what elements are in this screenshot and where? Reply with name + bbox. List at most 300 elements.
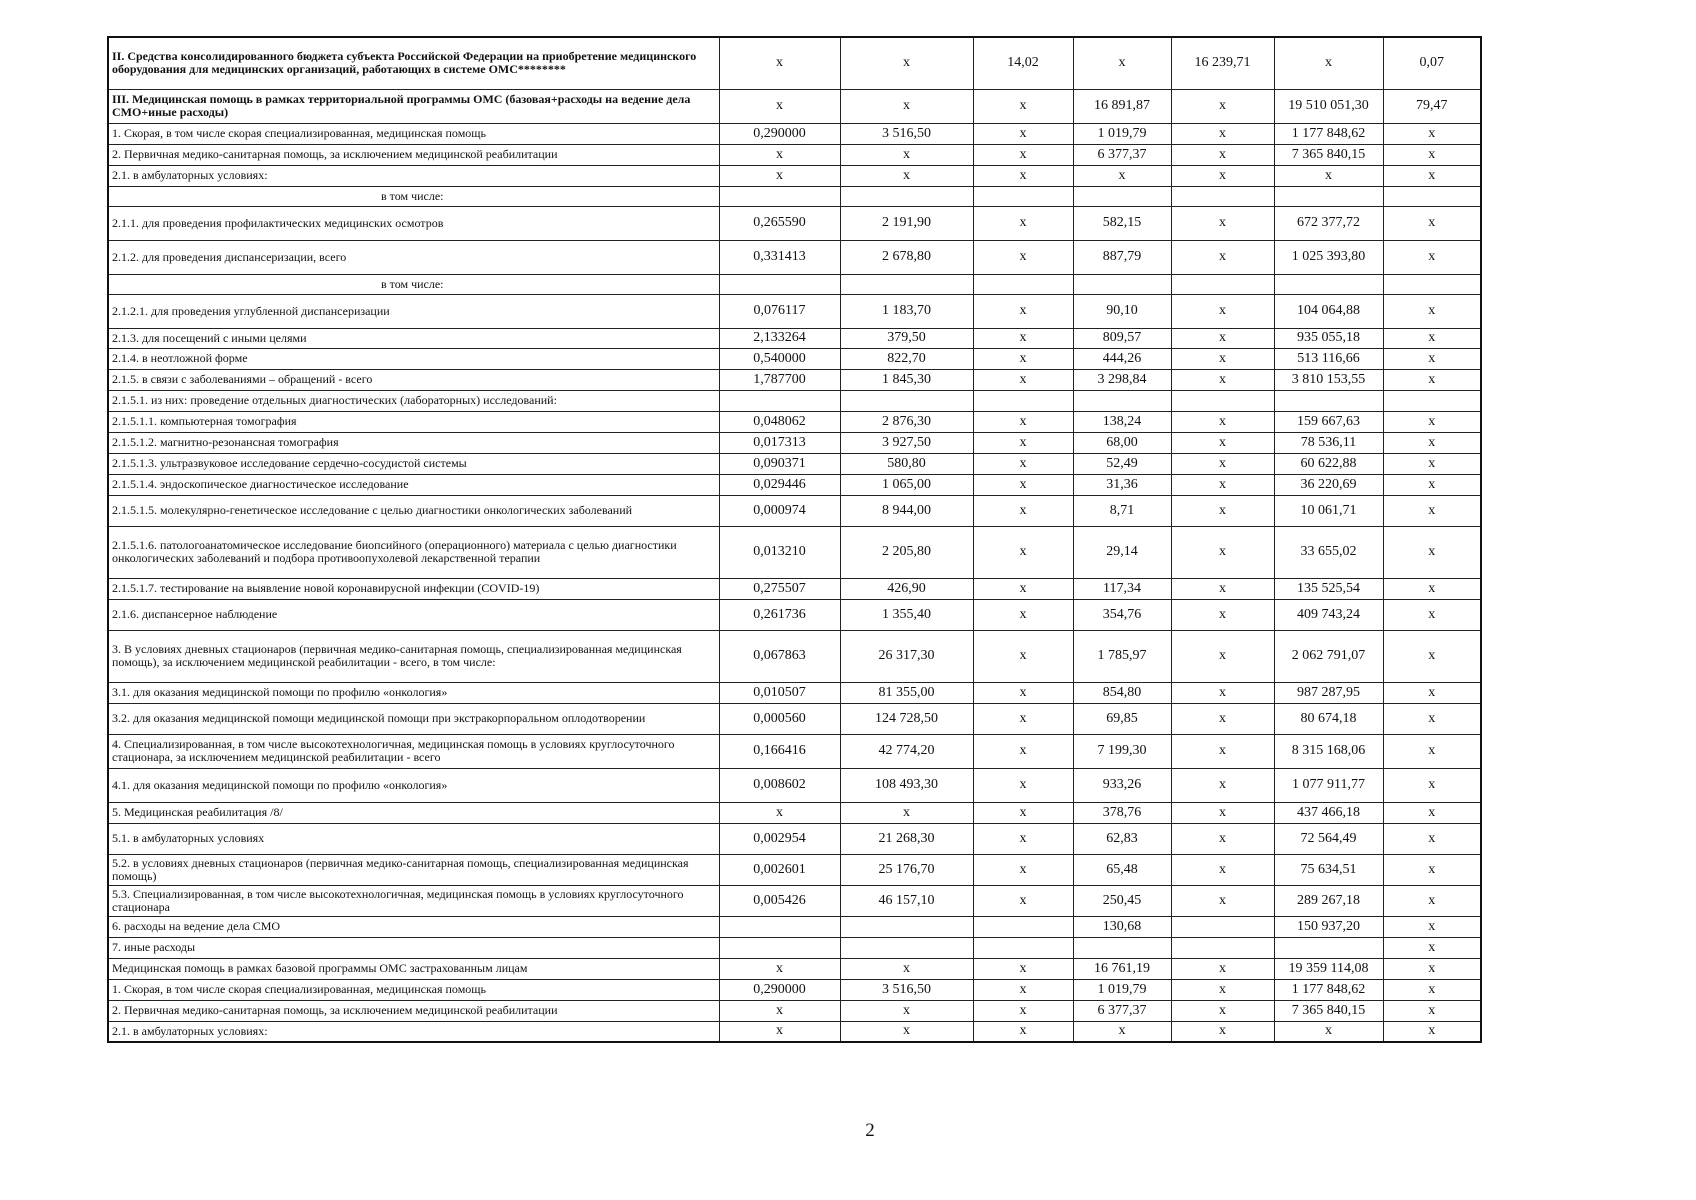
cell-col-1 bbox=[719, 274, 840, 294]
cell-col-1: 0,265590 bbox=[719, 206, 840, 240]
cell-col-4 bbox=[1073, 186, 1171, 206]
row-label: 2.1.4. в неотложной форме bbox=[108, 348, 719, 369]
cell-col-7: x bbox=[1383, 411, 1481, 432]
cell-col-5: x bbox=[1171, 1021, 1274, 1042]
table-row bbox=[108, 328, 1481, 348]
cell-col-1: 0,090371 bbox=[719, 453, 840, 474]
cell-col-4: 68,00 bbox=[1073, 432, 1171, 453]
cell-col-3 bbox=[973, 186, 1073, 206]
cell-col-5: x bbox=[1171, 885, 1274, 916]
cell-col-3: x bbox=[973, 578, 1073, 599]
cell-col-5: x bbox=[1171, 734, 1274, 768]
cell-col-7: x bbox=[1383, 916, 1481, 937]
cell-col-3 bbox=[973, 274, 1073, 294]
table-row bbox=[108, 474, 1481, 495]
cell-col-4: x bbox=[1073, 37, 1171, 89]
cell-col-3: x bbox=[973, 682, 1073, 703]
cell-col-1 bbox=[719, 390, 840, 411]
cell-col-1: 1,787700 bbox=[719, 369, 840, 390]
row-label: в том числе: bbox=[108, 186, 719, 206]
cell-col-2: 1 845,30 bbox=[840, 369, 973, 390]
cell-col-3: x bbox=[973, 432, 1073, 453]
row-label: 5. Медицинская реабилитация /8/ bbox=[108, 802, 719, 823]
cell-col-1: 0,000974 bbox=[719, 495, 840, 526]
cell-col-5: x bbox=[1171, 599, 1274, 630]
cell-col-2: x bbox=[840, 1021, 973, 1042]
table-row bbox=[108, 390, 1481, 411]
cell-col-1: 0,005426 bbox=[719, 885, 840, 916]
row-label: 1. Скорая, в том числе скорая специализированная, медицинская помощь bbox=[108, 123, 719, 144]
cell-col-3: x bbox=[973, 630, 1073, 682]
row-label: 2.1.5.1.2. магнитно-резонансная томография bbox=[108, 432, 719, 453]
cell-col-3: x bbox=[973, 854, 1073, 885]
cell-col-4: 7 199,30 bbox=[1073, 734, 1171, 768]
cell-col-6: 72 564,49 bbox=[1274, 823, 1383, 854]
row-label: 4.1. для оказания медицинской помощи по профилю «онкология» bbox=[108, 768, 719, 802]
row-label: 6. расходы на ведение дела СМО bbox=[108, 916, 719, 937]
cell-col-1: 0,290000 bbox=[719, 123, 840, 144]
row-label: 2.1.5.1.3. ультразвуковое исследование сердечно-сосудистой системы bbox=[108, 453, 719, 474]
data-table bbox=[107, 36, 1482, 1043]
cell-col-2: x bbox=[840, 958, 973, 979]
table-row bbox=[108, 453, 1481, 474]
cell-col-1: 0,331413 bbox=[719, 240, 840, 274]
cell-col-7: x bbox=[1383, 240, 1481, 274]
row-label: 2.1.5. в связи с заболеваниями – обращений - всего bbox=[108, 369, 719, 390]
table-row bbox=[108, 630, 1481, 682]
cell-col-7: x bbox=[1383, 328, 1481, 348]
cell-col-7: 0,07 bbox=[1383, 37, 1481, 89]
cell-col-5 bbox=[1171, 390, 1274, 411]
cell-col-6: 672 377,72 bbox=[1274, 206, 1383, 240]
cell-col-5: x bbox=[1171, 630, 1274, 682]
cell-col-5: x bbox=[1171, 703, 1274, 734]
table-row bbox=[108, 348, 1481, 369]
cell-col-4: 90,10 bbox=[1073, 294, 1171, 328]
cell-col-5: x bbox=[1171, 802, 1274, 823]
cell-col-6: 2 062 791,07 bbox=[1274, 630, 1383, 682]
cell-col-5: x bbox=[1171, 294, 1274, 328]
cell-col-4: 6 377,37 bbox=[1073, 1000, 1171, 1021]
row-label: II. Средства консолидированного бюджета субъекта Российской Федерации на приобретение медицинского оборудования для медицинских организаций, работающих в системе ОМС******** bbox=[108, 37, 719, 89]
cell-col-6: 513 116,66 bbox=[1274, 348, 1383, 369]
cell-col-5: x bbox=[1171, 823, 1274, 854]
cell-col-4: 250,45 bbox=[1073, 885, 1171, 916]
cell-col-4: 1 019,79 bbox=[1073, 123, 1171, 144]
table-row bbox=[108, 854, 1481, 885]
cell-col-4: 354,76 bbox=[1073, 599, 1171, 630]
cell-col-1: 0,008602 bbox=[719, 768, 840, 802]
cell-col-2: x bbox=[840, 89, 973, 123]
table-row bbox=[108, 495, 1481, 526]
cell-col-3: x bbox=[973, 979, 1073, 1000]
row-label: 2.1. в амбулаторных условиях: bbox=[108, 1021, 719, 1042]
cell-col-4 bbox=[1073, 390, 1171, 411]
cell-col-1: x bbox=[719, 89, 840, 123]
cell-col-5: x bbox=[1171, 348, 1274, 369]
cell-col-2: 42 774,20 bbox=[840, 734, 973, 768]
cell-col-1: x bbox=[719, 37, 840, 89]
cell-col-1: 0,017313 bbox=[719, 432, 840, 453]
table-row bbox=[108, 1000, 1481, 1021]
cell-col-7: x bbox=[1383, 165, 1481, 186]
cell-col-7: x bbox=[1383, 854, 1481, 885]
cell-col-5: x bbox=[1171, 768, 1274, 802]
cell-col-2 bbox=[840, 186, 973, 206]
cell-col-6: 1 077 911,77 bbox=[1274, 768, 1383, 802]
cell-col-5: x bbox=[1171, 474, 1274, 495]
cell-col-7 bbox=[1383, 186, 1481, 206]
cell-col-2: x bbox=[840, 1000, 973, 1021]
cell-col-4 bbox=[1073, 937, 1171, 958]
cell-col-3: x bbox=[973, 89, 1073, 123]
row-label: 2. Первичная медико-санитарная помощь, за исключением медицинской реабилитации bbox=[108, 1000, 719, 1021]
table-row bbox=[108, 916, 1481, 937]
cell-col-7: x bbox=[1383, 1000, 1481, 1021]
row-label: 2.1.5.1. из них: проведение отдельных диагностических (лабораторных) исследований: bbox=[108, 390, 719, 411]
cell-col-1: 0,002601 bbox=[719, 854, 840, 885]
cell-col-4: 378,76 bbox=[1073, 802, 1171, 823]
row-label: 2.1.5.1.5. молекулярно-генетическое исследование с целью диагностики онкологических заболеваний bbox=[108, 495, 719, 526]
cell-col-5: x bbox=[1171, 206, 1274, 240]
cell-col-2: 8 944,00 bbox=[840, 495, 973, 526]
table-row bbox=[108, 274, 1481, 294]
cell-col-5: x bbox=[1171, 578, 1274, 599]
cell-col-1: 0,000560 bbox=[719, 703, 840, 734]
cell-col-4: 854,80 bbox=[1073, 682, 1171, 703]
cell-col-3: x bbox=[973, 144, 1073, 165]
cell-col-2 bbox=[840, 937, 973, 958]
table-row bbox=[108, 432, 1481, 453]
row-label: в том числе: bbox=[108, 274, 719, 294]
table-row bbox=[108, 937, 1481, 958]
cell-col-5: 16 239,71 bbox=[1171, 37, 1274, 89]
cell-col-2: x bbox=[840, 144, 973, 165]
row-label: 2.1.2. для проведения диспансеризации, всего bbox=[108, 240, 719, 274]
cell-col-2: 25 176,70 bbox=[840, 854, 973, 885]
cell-col-7: x bbox=[1383, 526, 1481, 578]
cell-col-7: x bbox=[1383, 885, 1481, 916]
cell-col-2: 46 157,10 bbox=[840, 885, 973, 916]
table-row bbox=[108, 37, 1481, 89]
cell-col-1: x bbox=[719, 1021, 840, 1042]
cell-col-2: 426,90 bbox=[840, 578, 973, 599]
cell-col-5: x bbox=[1171, 123, 1274, 144]
cell-col-6: 104 064,88 bbox=[1274, 294, 1383, 328]
cell-col-5 bbox=[1171, 916, 1274, 937]
table-row bbox=[108, 144, 1481, 165]
row-label: 3.1. для оказания медицинской помощи по профилю «онкология» bbox=[108, 682, 719, 703]
cell-col-2: 1 355,40 bbox=[840, 599, 973, 630]
row-label: 3.2. для оказания медицинской помощи медицинской помощи при экстракорпоральном оплодотворении bbox=[108, 703, 719, 734]
cell-col-2: 81 355,00 bbox=[840, 682, 973, 703]
cell-col-7: x bbox=[1383, 979, 1481, 1000]
cell-col-2: x bbox=[840, 165, 973, 186]
page-number: 2 bbox=[865, 1120, 875, 1141]
cell-col-5: x bbox=[1171, 979, 1274, 1000]
cell-col-7: 79,47 bbox=[1383, 89, 1481, 123]
cell-col-2: 580,80 bbox=[840, 453, 973, 474]
cell-col-1 bbox=[719, 916, 840, 937]
cell-col-3: x bbox=[973, 1000, 1073, 1021]
cell-col-7: x bbox=[1383, 734, 1481, 768]
cell-col-7 bbox=[1383, 274, 1481, 294]
table-body bbox=[108, 37, 1481, 1042]
cell-col-2: 26 317,30 bbox=[840, 630, 973, 682]
cell-col-3: x bbox=[973, 369, 1073, 390]
cell-col-6: 36 220,69 bbox=[1274, 474, 1383, 495]
cell-col-4: 1 019,79 bbox=[1073, 979, 1171, 1000]
cell-col-3 bbox=[973, 390, 1073, 411]
cell-col-5: x bbox=[1171, 854, 1274, 885]
cell-col-3: x bbox=[973, 734, 1073, 768]
row-label: 2.1. в амбулаторных условиях: bbox=[108, 165, 719, 186]
cell-col-4: x bbox=[1073, 165, 1171, 186]
row-label: 2.1.5.1.1. компьютерная томография bbox=[108, 411, 719, 432]
cell-col-3: x bbox=[973, 495, 1073, 526]
table-row bbox=[108, 979, 1481, 1000]
cell-col-4: 444,26 bbox=[1073, 348, 1171, 369]
table-row bbox=[108, 89, 1481, 123]
cell-col-3: x bbox=[973, 599, 1073, 630]
cell-col-6: 19 510 051,30 bbox=[1274, 89, 1383, 123]
table-row bbox=[108, 885, 1481, 916]
cell-col-5: x bbox=[1171, 240, 1274, 274]
cell-col-7: x bbox=[1383, 703, 1481, 734]
cell-col-5 bbox=[1171, 186, 1274, 206]
row-label: 2.1.3. для посещений с иными целями bbox=[108, 328, 719, 348]
cell-col-2: x bbox=[840, 802, 973, 823]
cell-col-6: x bbox=[1274, 1021, 1383, 1042]
cell-col-3 bbox=[973, 937, 1073, 958]
cell-col-4: 6 377,37 bbox=[1073, 144, 1171, 165]
cell-col-5 bbox=[1171, 937, 1274, 958]
cell-col-3: x bbox=[973, 1021, 1073, 1042]
cell-col-4: 3 298,84 bbox=[1073, 369, 1171, 390]
row-label: Медицинская помощь в рамках базовой программы ОМС застрахованным лицам bbox=[108, 958, 719, 979]
cell-col-5: x bbox=[1171, 495, 1274, 526]
table-row bbox=[108, 526, 1481, 578]
cell-col-3: x bbox=[973, 240, 1073, 274]
cell-col-1: x bbox=[719, 1000, 840, 1021]
cell-col-7: x bbox=[1383, 206, 1481, 240]
cell-col-2: 3 516,50 bbox=[840, 979, 973, 1000]
table-row bbox=[108, 682, 1481, 703]
cell-col-1: 2,133264 bbox=[719, 328, 840, 348]
cell-col-1: 0,048062 bbox=[719, 411, 840, 432]
row-label: 1. Скорая, в том числе скорая специализированная, медицинская помощь bbox=[108, 979, 719, 1000]
cell-col-6: 935 055,18 bbox=[1274, 328, 1383, 348]
cell-col-5: x bbox=[1171, 432, 1274, 453]
cell-col-5: x bbox=[1171, 682, 1274, 703]
row-label: 2.1.5.1.6. патологоанатомическое исследование биопсийного (операционного) материала с целью диагностики онкологических заболеваний и подбора противоопухолевой лекарственной терапии bbox=[108, 526, 719, 578]
cell-col-5: x bbox=[1171, 1000, 1274, 1021]
cell-col-2: 3 927,50 bbox=[840, 432, 973, 453]
table-row bbox=[108, 768, 1481, 802]
cell-col-4: 809,57 bbox=[1073, 328, 1171, 348]
cell-col-1: 0,540000 bbox=[719, 348, 840, 369]
cell-col-5: x bbox=[1171, 411, 1274, 432]
cell-col-7: x bbox=[1383, 369, 1481, 390]
cell-col-6 bbox=[1274, 390, 1383, 411]
cell-col-2 bbox=[840, 916, 973, 937]
cell-col-7: x bbox=[1383, 599, 1481, 630]
row-label: 3. В условиях дневных стационаров (первичная медико-санитарная помощь, специализированная медицинская помощь), за исключением медицинской реабилитации - всего, в том числе: bbox=[108, 630, 719, 682]
cell-col-5: x bbox=[1171, 526, 1274, 578]
cell-col-3: x bbox=[973, 123, 1073, 144]
cell-col-4: 138,24 bbox=[1073, 411, 1171, 432]
cell-col-2: 2 678,80 bbox=[840, 240, 973, 274]
cell-col-6: 19 359 114,08 bbox=[1274, 958, 1383, 979]
table-row bbox=[108, 294, 1481, 328]
table-row bbox=[108, 802, 1481, 823]
cell-col-2: 2 876,30 bbox=[840, 411, 973, 432]
cell-col-5: x bbox=[1171, 144, 1274, 165]
cell-col-6: 7 365 840,15 bbox=[1274, 1000, 1383, 1021]
table-row bbox=[108, 123, 1481, 144]
cell-col-7: x bbox=[1383, 937, 1481, 958]
cell-col-5: x bbox=[1171, 89, 1274, 123]
cell-col-4: 31,36 bbox=[1073, 474, 1171, 495]
cell-col-1: x bbox=[719, 144, 840, 165]
cell-col-5: x bbox=[1171, 958, 1274, 979]
table-row bbox=[108, 734, 1481, 768]
cell-col-3: x bbox=[973, 885, 1073, 916]
row-label: 5.3. Специализированная, в том числе высокотехнологичная, медицинская помощь в условиях круглосуточного стационара bbox=[108, 885, 719, 916]
cell-col-2: 21 268,30 bbox=[840, 823, 973, 854]
table-row bbox=[108, 240, 1481, 274]
cell-col-1: 0,275507 bbox=[719, 578, 840, 599]
cell-col-7: x bbox=[1383, 823, 1481, 854]
cell-col-1 bbox=[719, 186, 840, 206]
row-label: 2.1.5.1.7. тестирование на выявление новой коронавирусной инфекции (COVID-19) bbox=[108, 578, 719, 599]
cell-col-6: 7 365 840,15 bbox=[1274, 144, 1383, 165]
cell-col-7 bbox=[1383, 390, 1481, 411]
row-label: 2.1.1. для проведения профилактических медицинских осмотров bbox=[108, 206, 719, 240]
table-row bbox=[108, 823, 1481, 854]
cell-col-1: 0,076117 bbox=[719, 294, 840, 328]
cell-col-7: x bbox=[1383, 474, 1481, 495]
cell-col-3: 14,02 bbox=[973, 37, 1073, 89]
cell-col-3: x bbox=[973, 206, 1073, 240]
cell-col-4: 887,79 bbox=[1073, 240, 1171, 274]
cell-col-4: 582,15 bbox=[1073, 206, 1171, 240]
cell-col-6: 159 667,63 bbox=[1274, 411, 1383, 432]
cell-col-4: x bbox=[1073, 1021, 1171, 1042]
cell-col-3: x bbox=[973, 958, 1073, 979]
row-label: 5.2. в условиях дневных стационаров (первичная медико-санитарная помощь, специализированная медицинская помощь) bbox=[108, 854, 719, 885]
cell-col-6: x bbox=[1274, 165, 1383, 186]
row-label: 2.1.5.1.4. эндоскопическое диагностическое исследование bbox=[108, 474, 719, 495]
cell-col-2: 124 728,50 bbox=[840, 703, 973, 734]
cell-col-3: x bbox=[973, 411, 1073, 432]
cell-col-6: 8 315 168,06 bbox=[1274, 734, 1383, 768]
cell-col-7: x bbox=[1383, 682, 1481, 703]
cell-col-6: 409 743,24 bbox=[1274, 599, 1383, 630]
cell-col-4: 62,83 bbox=[1073, 823, 1171, 854]
row-label: 5.1. в амбулаторных условиях bbox=[108, 823, 719, 854]
cell-col-2: 1 183,70 bbox=[840, 294, 973, 328]
cell-col-2 bbox=[840, 390, 973, 411]
cell-col-3: x bbox=[973, 328, 1073, 348]
cell-col-6: 135 525,54 bbox=[1274, 578, 1383, 599]
cell-col-1: 0,029446 bbox=[719, 474, 840, 495]
cell-col-2: 3 516,50 bbox=[840, 123, 973, 144]
cell-col-4: 16 891,87 bbox=[1073, 89, 1171, 123]
table-row bbox=[108, 369, 1481, 390]
cell-col-2: 2 205,80 bbox=[840, 526, 973, 578]
cell-col-3: x bbox=[973, 474, 1073, 495]
cell-col-6: 33 655,02 bbox=[1274, 526, 1383, 578]
cell-col-4: 69,85 bbox=[1073, 703, 1171, 734]
cell-col-3: x bbox=[973, 768, 1073, 802]
cell-col-1: 0,067863 bbox=[719, 630, 840, 682]
table-row bbox=[108, 206, 1481, 240]
cell-col-6: 437 466,18 bbox=[1274, 802, 1383, 823]
cell-col-7: x bbox=[1383, 432, 1481, 453]
cell-col-6: x bbox=[1274, 37, 1383, 89]
cell-col-3: x bbox=[973, 453, 1073, 474]
cell-col-7: x bbox=[1383, 453, 1481, 474]
cell-col-4: 52,49 bbox=[1073, 453, 1171, 474]
cell-col-5 bbox=[1171, 274, 1274, 294]
cell-col-2: 379,50 bbox=[840, 328, 973, 348]
cell-col-3: x bbox=[973, 823, 1073, 854]
cell-col-2: 108 493,30 bbox=[840, 768, 973, 802]
cell-col-5: x bbox=[1171, 165, 1274, 186]
row-label: 4. Специализированная, в том числе высокотехнологичная, медицинская помощь в условиях круглосуточного стационара, за исключением медицинской реабилитации - всего bbox=[108, 734, 719, 768]
row-label: III. Медицинская помощь в рамках территориальной программы ОМС (базовая+расходы на ведение дела СМО+иные расходы) bbox=[108, 89, 719, 123]
cell-col-5: x bbox=[1171, 369, 1274, 390]
cell-col-4: 8,71 bbox=[1073, 495, 1171, 526]
cell-col-6 bbox=[1274, 186, 1383, 206]
cell-col-7: x bbox=[1383, 144, 1481, 165]
cell-col-1: x bbox=[719, 802, 840, 823]
cell-col-7: x bbox=[1383, 630, 1481, 682]
table-row bbox=[108, 186, 1481, 206]
cell-col-6: 60 622,88 bbox=[1274, 453, 1383, 474]
cell-col-1: 0,002954 bbox=[719, 823, 840, 854]
cell-col-6: 150 937,20 bbox=[1274, 916, 1383, 937]
cell-col-5: x bbox=[1171, 453, 1274, 474]
cell-col-5: x bbox=[1171, 328, 1274, 348]
cell-col-4: 933,26 bbox=[1073, 768, 1171, 802]
cell-col-1: 0,013210 bbox=[719, 526, 840, 578]
cell-col-4: 1 785,97 bbox=[1073, 630, 1171, 682]
cell-col-3: x bbox=[973, 294, 1073, 328]
cell-col-6: 80 674,18 bbox=[1274, 703, 1383, 734]
table-row bbox=[108, 703, 1481, 734]
cell-col-7: x bbox=[1383, 294, 1481, 328]
cell-col-6: 10 061,71 bbox=[1274, 495, 1383, 526]
cell-col-4: 117,34 bbox=[1073, 578, 1171, 599]
cell-col-6 bbox=[1274, 937, 1383, 958]
cell-col-4: 130,68 bbox=[1073, 916, 1171, 937]
cell-col-7: x bbox=[1383, 578, 1481, 599]
cell-col-3: x bbox=[973, 703, 1073, 734]
cell-col-2 bbox=[840, 274, 973, 294]
cell-col-7: x bbox=[1383, 958, 1481, 979]
cell-col-6: 75 634,51 bbox=[1274, 854, 1383, 885]
cell-col-1: x bbox=[719, 165, 840, 186]
cell-col-3: x bbox=[973, 526, 1073, 578]
cell-col-1: x bbox=[719, 958, 840, 979]
table-row bbox=[108, 165, 1481, 186]
cell-col-6: 78 536,11 bbox=[1274, 432, 1383, 453]
cell-col-6: 987 287,95 bbox=[1274, 682, 1383, 703]
cell-col-4: 29,14 bbox=[1073, 526, 1171, 578]
cell-col-3 bbox=[973, 916, 1073, 937]
